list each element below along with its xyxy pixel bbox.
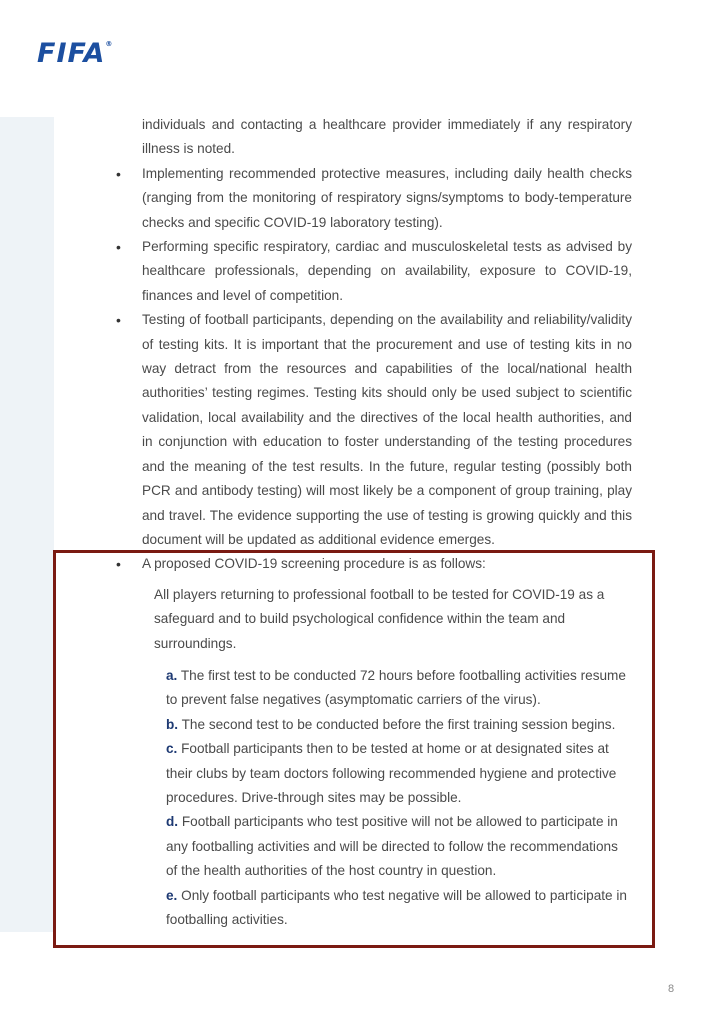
screening-lead: All players returning to professional football to be tested for COVID-19 as a safeguard and to build psychological confidence within the team and surroundings. [154, 586, 605, 651]
item-text: The first test to be conducted 72 hours before footballing activities resume to prevent false negatives (asymptomatic carriers of the virus). [166, 667, 626, 708]
bullet-icon: • [116, 312, 121, 329]
fifa-logo [37, 38, 113, 69]
side-band [0, 117, 54, 932]
page-number: 8 [668, 983, 675, 995]
screening-item [166, 884, 632, 933]
item-label: c. [166, 741, 178, 757]
bullet-item [112, 235, 632, 308]
screening-item [166, 713, 632, 737]
item-label: d. [166, 814, 179, 830]
item-label: e. [166, 887, 178, 903]
item-label: b. [166, 716, 179, 732]
screening-item [166, 737, 632, 810]
logo-text: FIFA [37, 38, 106, 69]
bullet-item [112, 552, 632, 576]
registered-mark: ® [105, 40, 114, 48]
bullet-icon: • [116, 165, 121, 182]
continuation-paragraph: individuals and contacting a healthcare provider immediately if any respiratory illness is noted. [142, 117, 632, 157]
document-body [112, 113, 632, 932]
item-text: Football participants who test positive will not be allowed to participate in any footballing activities and will be directed to follow the recommendations of the health authorities of the host country in question. [166, 814, 618, 879]
bullet-text: A proposed COVID-19 screening procedure is as follows: [142, 556, 486, 572]
item-label: a. [166, 667, 178, 683]
bullet-text: Testing of football participants, depending on the availability and reliability/validity of testing kits. It is important that the procurement and use of testing kits in no way detract from the resources and capabilities of the local/national health authorities’ testing regimes. Testing kits should only be used subject to scientific validation, local availability and the directives of the local health authorities, and in conjunction with education to foster understanding of the testing procedures and the meaning of the test results. In the future, regular testing (possibly both PCR and antibody testing) will most likely be a component of group training, play and travel. The evidence supporting the use of testing is growing quickly and this document will be updated as additional evidence emerges. [142, 312, 632, 547]
bullet-item [112, 308, 632, 552]
bullet-text: Implementing recommended protective measures, including daily health checks (ranging from the monitoring of respiratory signs/symptoms to body-temperature checks and specific COVID-19 laboratory testing). [142, 165, 632, 230]
bullet-text: Performing specific respiratory, cardiac and musculoskeletal tests as advised by healthcare professionals, depending on availability, exposure to COVID-19, finances and level of competition. [142, 239, 632, 303]
bullet-item [112, 162, 632, 235]
item-text: The second test to be conducted before the first training session begins. [181, 716, 616, 732]
screening-item [166, 810, 632, 883]
item-text: Only football participants who test negative will be allowed to participate in footballing activities. [166, 887, 627, 927]
screening-list [112, 664, 632, 932]
screening-item [166, 664, 632, 713]
bullet-icon: • [116, 239, 121, 256]
item-text: Football participants then to be tested at home or at designated sites at their clubs by team doctors following recommended hygiene and protective procedures. Drive-through sites may be possible. [166, 741, 617, 805]
bullet-icon: • [116, 556, 121, 573]
